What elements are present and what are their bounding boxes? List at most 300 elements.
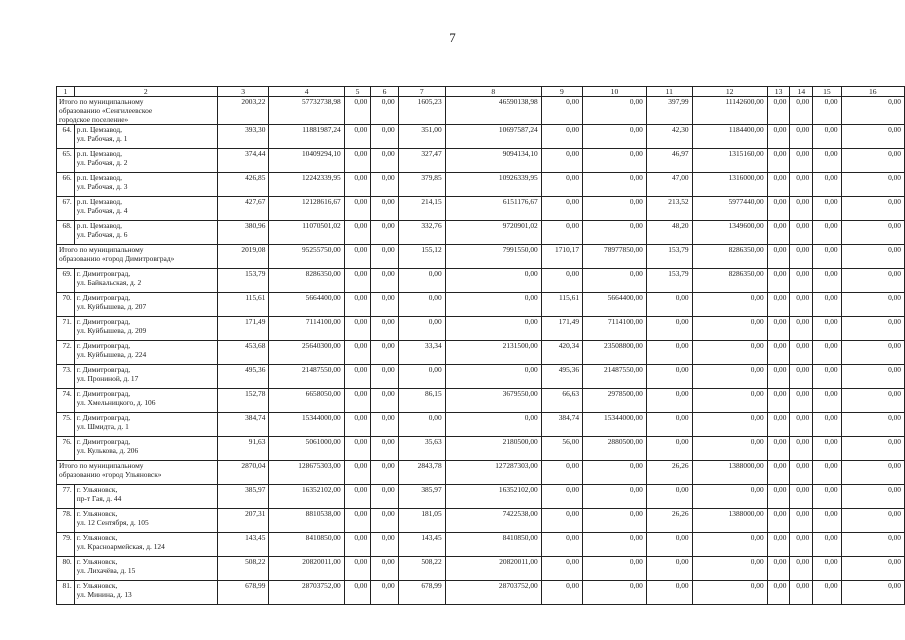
- value-cell: 0,00: [371, 413, 398, 437]
- value-cell: 0,00: [790, 269, 813, 293]
- value-cell: 0,00: [583, 581, 647, 605]
- value-cell: 0,00: [790, 197, 813, 221]
- value-cell: 152,78: [217, 389, 269, 413]
- value-cell: 0,00: [646, 317, 692, 341]
- value-cell: 181,05: [398, 509, 445, 533]
- value-cell: 16352102,00: [269, 485, 344, 509]
- value-cell: 0,00: [813, 97, 841, 125]
- value-cell: 2019,08: [217, 245, 269, 269]
- address-line: ул. Хмельницкого, д. 106: [76, 398, 156, 407]
- value-cell: 143,45: [217, 533, 269, 557]
- value-cell: 0,00: [445, 293, 541, 317]
- value-cell: 0,00: [371, 485, 398, 509]
- value-cell: 0,00: [790, 173, 813, 197]
- value-cell: 6658050,00: [269, 389, 344, 413]
- building-address: [74, 197, 217, 221]
- address-line: ул. Рабочая, д. 1: [76, 134, 128, 143]
- value-cell: 33,34: [398, 341, 445, 365]
- value-cell: 12242339,95: [269, 173, 344, 197]
- building-address: [74, 293, 217, 317]
- value-cell: 0,00: [767, 221, 790, 245]
- value-cell: 0,00: [583, 533, 647, 557]
- value-cell: 0,00: [813, 341, 841, 365]
- value-cell: 1315160,00: [692, 149, 767, 173]
- value-cell: 8810538,00: [269, 509, 344, 533]
- address-line: р.п. Цемзавод,: [76, 149, 122, 158]
- label-line: городское поселение»: [59, 115, 129, 124]
- value-cell: 0,00: [813, 149, 841, 173]
- value-cell: 153,79: [646, 269, 692, 293]
- row-index: 72.: [57, 341, 75, 365]
- value-cell: 128675303,00: [269, 461, 344, 485]
- value-cell: 0,00: [583, 485, 647, 509]
- value-cell: 0,00: [344, 125, 371, 149]
- value-cell: 0,00: [790, 293, 813, 317]
- table-row: [57, 533, 905, 557]
- column-number-cell: 13: [767, 87, 790, 97]
- value-cell: 155,12: [398, 245, 445, 269]
- value-cell: 15344000,00: [583, 413, 647, 437]
- value-cell: 0,00: [813, 245, 841, 269]
- table-row: [57, 341, 905, 365]
- value-cell: 0,00: [371, 581, 398, 605]
- value-cell: 0,00: [583, 221, 647, 245]
- row-index: 64.: [57, 125, 75, 149]
- row-index: 65.: [57, 149, 75, 173]
- column-number-cell: 10: [583, 87, 647, 97]
- label-line: Итого по муниципальному: [59, 97, 144, 106]
- table-row: [57, 509, 905, 533]
- address-line: г. Ульяновск,: [76, 581, 118, 590]
- value-cell: 0,00: [813, 509, 841, 533]
- row-index: 78.: [57, 509, 75, 533]
- value-cell: 0,00: [767, 149, 790, 173]
- value-cell: 0,00: [371, 533, 398, 557]
- row-index: 75.: [57, 413, 75, 437]
- value-cell: 2131500,00: [445, 341, 541, 365]
- value-cell: 0,00: [841, 173, 904, 197]
- value-cell: 66,63: [541, 389, 582, 413]
- value-cell: 46,97: [646, 149, 692, 173]
- value-cell: 0,00: [646, 437, 692, 461]
- value-cell: 0,00: [646, 365, 692, 389]
- value-cell: 0,00: [767, 509, 790, 533]
- value-cell: 0,00: [344, 173, 371, 197]
- value-cell: 0,00: [692, 533, 767, 557]
- label-line: образованию «Сенгилеевское: [59, 106, 153, 115]
- value-cell: 0,00: [790, 581, 813, 605]
- value-cell: 0,00: [813, 269, 841, 293]
- value-cell: 12128616,67: [269, 197, 344, 221]
- value-cell: 0,00: [646, 533, 692, 557]
- value-cell: 0,00: [813, 389, 841, 413]
- value-cell: 0,00: [344, 509, 371, 533]
- value-cell: 0,00: [344, 365, 371, 389]
- address-line: г. Ульяновск,: [76, 557, 118, 566]
- value-cell: 0,00: [541, 461, 582, 485]
- municipality-total-label: [57, 245, 218, 269]
- row-index: 69.: [57, 269, 75, 293]
- column-number-cell: 15: [813, 87, 841, 97]
- address-line: ул. Куйбышева, д. 224: [76, 350, 147, 359]
- value-cell: 0,00: [813, 413, 841, 437]
- value-cell: 0,00: [371, 293, 398, 317]
- value-cell: 0,00: [371, 173, 398, 197]
- value-cell: 0,00: [767, 293, 790, 317]
- value-cell: 0,00: [813, 197, 841, 221]
- value-cell: 1710,17: [541, 245, 582, 269]
- value-cell: 35,63: [398, 437, 445, 461]
- value-cell: 15344000,00: [269, 413, 344, 437]
- address-line: ул. Лихачёва, д. 15: [76, 566, 136, 575]
- value-cell: 0,00: [583, 125, 647, 149]
- value-cell: 25640300,00: [269, 341, 344, 365]
- value-cell: 0,00: [344, 221, 371, 245]
- value-cell: 508,22: [398, 557, 445, 581]
- building-address: [74, 365, 217, 389]
- building-address: [74, 389, 217, 413]
- value-cell: 0,00: [813, 461, 841, 485]
- value-cell: 0,00: [841, 269, 904, 293]
- value-cell: 0,00: [344, 557, 371, 581]
- value-cell: 8286350,00: [692, 245, 767, 269]
- row-index: 76.: [57, 437, 75, 461]
- value-cell: 0,00: [790, 149, 813, 173]
- value-cell: 1388000,00: [692, 509, 767, 533]
- column-number-cell: 6: [371, 87, 398, 97]
- value-cell: 351,00: [398, 125, 445, 149]
- value-cell: 0,00: [813, 221, 841, 245]
- value-cell: 0,00: [841, 293, 904, 317]
- value-cell: 91,63: [217, 437, 269, 461]
- value-cell: 678,99: [217, 581, 269, 605]
- value-cell: 6151176,67: [445, 197, 541, 221]
- row-index: 73.: [57, 365, 75, 389]
- value-cell: 5061000,00: [269, 437, 344, 461]
- table-row: [57, 365, 905, 389]
- address-line: г. Ульяновск,: [76, 485, 118, 494]
- value-cell: 0,00: [344, 533, 371, 557]
- table-row: [57, 485, 905, 509]
- value-cell: 0,00: [344, 245, 371, 269]
- address-line: р.п. Цемзавод,: [76, 197, 122, 206]
- value-cell: 453,68: [217, 341, 269, 365]
- value-cell: 0,00: [344, 97, 371, 125]
- value-cell: 508,22: [217, 557, 269, 581]
- value-cell: 0,00: [344, 341, 371, 365]
- value-cell: 0,00: [371, 317, 398, 341]
- value-cell: 0,00: [692, 389, 767, 413]
- value-cell: 0,00: [767, 341, 790, 365]
- value-cell: 495,36: [541, 365, 582, 389]
- value-cell: 0,00: [541, 125, 582, 149]
- value-cell: 0,00: [813, 317, 841, 341]
- address-line: г. Димитровград,: [76, 341, 131, 350]
- value-cell: 46590138,98: [445, 97, 541, 125]
- value-cell: 143,45: [398, 533, 445, 557]
- table-row: [57, 413, 905, 437]
- address-line: ул. Рабочая, д. 4: [76, 206, 128, 215]
- value-cell: 0,00: [841, 97, 904, 125]
- value-cell: 0,00: [790, 533, 813, 557]
- value-cell: 0,00: [692, 485, 767, 509]
- value-cell: 384,74: [541, 413, 582, 437]
- value-cell: 0,00: [813, 557, 841, 581]
- address-line: г. Димитровград,: [76, 437, 131, 446]
- value-cell: 8286350,00: [692, 269, 767, 293]
- value-cell: 1349600,00: [692, 221, 767, 245]
- column-number-cell: 16: [841, 87, 904, 97]
- value-cell: 23508800,00: [583, 341, 647, 365]
- row-index: 77.: [57, 485, 75, 509]
- value-cell: 9094134,10: [445, 149, 541, 173]
- value-cell: 42,30: [646, 125, 692, 149]
- column-number-cell: 7: [398, 87, 445, 97]
- value-cell: 0,00: [767, 197, 790, 221]
- value-cell: 0,00: [767, 269, 790, 293]
- value-cell: 1605,23: [398, 97, 445, 125]
- value-cell: 420,34: [541, 341, 582, 365]
- value-cell: 0,00: [583, 173, 647, 197]
- address-line: ул. Прониной, д. 17: [76, 374, 139, 383]
- address-line: г. Димитровград,: [76, 317, 131, 326]
- value-cell: 1184400,00: [692, 125, 767, 149]
- value-cell: 0,00: [344, 437, 371, 461]
- value-cell: 0,00: [371, 365, 398, 389]
- value-cell: 0,00: [841, 341, 904, 365]
- label-line: Итого по муниципальному: [59, 461, 144, 470]
- address-line: г. Ульяновск,: [76, 509, 118, 518]
- value-cell: 7114100,00: [269, 317, 344, 341]
- value-cell: 0,00: [371, 97, 398, 125]
- value-cell: 0,00: [371, 269, 398, 293]
- value-cell: 0,00: [813, 125, 841, 149]
- value-cell: 0,00: [445, 317, 541, 341]
- value-cell: 384,74: [217, 413, 269, 437]
- value-cell: 0,00: [841, 317, 904, 341]
- value-cell: 0,00: [767, 365, 790, 389]
- value-cell: 28703752,00: [445, 581, 541, 605]
- column-number-cell: 4: [269, 87, 344, 97]
- building-address: [74, 413, 217, 437]
- table-row: [57, 317, 905, 341]
- value-cell: 678,99: [398, 581, 445, 605]
- value-cell: 0,00: [790, 461, 813, 485]
- address-line: ул. Шмидта, д. 1: [76, 422, 129, 431]
- value-cell: 213,52: [646, 197, 692, 221]
- value-cell: 0,00: [583, 461, 647, 485]
- value-cell: 0,00: [692, 317, 767, 341]
- value-cell: 0,00: [813, 533, 841, 557]
- address-line: ул. Куйбышева, д. 209: [76, 326, 147, 335]
- address-line: ул. Байкальская, д. 2: [76, 278, 142, 287]
- value-cell: 0,00: [767, 413, 790, 437]
- value-cell: 0,00: [767, 485, 790, 509]
- value-cell: 115,61: [217, 293, 269, 317]
- building-address: [74, 221, 217, 245]
- value-cell: 0,00: [813, 485, 841, 509]
- value-cell: 0,00: [841, 533, 904, 557]
- value-cell: 0,00: [646, 413, 692, 437]
- value-cell: 5664400,00: [583, 293, 647, 317]
- value-cell: 0,00: [692, 581, 767, 605]
- table-row: [57, 437, 905, 461]
- value-cell: 0,00: [344, 149, 371, 173]
- value-cell: 0,00: [371, 509, 398, 533]
- building-address: [74, 269, 217, 293]
- value-cell: 207,31: [217, 509, 269, 533]
- value-cell: 0,00: [646, 581, 692, 605]
- value-cell: 0,00: [583, 149, 647, 173]
- value-cell: 0,00: [813, 173, 841, 197]
- value-cell: 495,36: [217, 365, 269, 389]
- value-cell: 327,47: [398, 149, 445, 173]
- value-cell: 0,00: [371, 461, 398, 485]
- address-line: ул. Рабочая, д. 3: [76, 182, 128, 191]
- address-line: ул. Минина, д. 13: [76, 590, 132, 599]
- value-cell: 0,00: [767, 461, 790, 485]
- value-cell: 16352102,00: [445, 485, 541, 509]
- value-cell: 1388000,00: [692, 461, 767, 485]
- table-row: [57, 173, 905, 197]
- building-address: [74, 485, 217, 509]
- value-cell: 0,00: [371, 149, 398, 173]
- value-cell: 0,00: [767, 389, 790, 413]
- value-cell: 0,00: [841, 389, 904, 413]
- value-cell: 21487550,00: [269, 365, 344, 389]
- value-cell: 393,30: [217, 125, 269, 149]
- row-index: 79.: [57, 533, 75, 557]
- address-line: ул. Кулькова, д. 206: [76, 446, 139, 455]
- building-address: [74, 437, 217, 461]
- value-cell: 8410850,00: [269, 533, 344, 557]
- table-row: [57, 125, 905, 149]
- address-line: г. Димитровград,: [76, 389, 131, 398]
- value-cell: 0,00: [790, 365, 813, 389]
- value-cell: 2003,22: [217, 97, 269, 125]
- value-cell: 374,44: [217, 149, 269, 173]
- row-index: 68.: [57, 221, 75, 245]
- value-cell: 0,00: [841, 365, 904, 389]
- value-cell: 5664400,00: [269, 293, 344, 317]
- column-number-cell: 12: [692, 87, 767, 97]
- column-number-cell: 14: [790, 87, 813, 97]
- value-cell: 0,00: [841, 197, 904, 221]
- table-row: [57, 197, 905, 221]
- value-cell: 0,00: [541, 269, 582, 293]
- value-cell: 426,85: [217, 173, 269, 197]
- value-cell: 57732738,98: [269, 97, 344, 125]
- value-cell: 7114100,00: [583, 317, 647, 341]
- value-cell: 0,00: [344, 413, 371, 437]
- page-number: 7: [449, 30, 456, 45]
- column-number-cell: 11: [646, 87, 692, 97]
- value-cell: 385,97: [217, 485, 269, 509]
- value-cell: 0,00: [371, 341, 398, 365]
- value-cell: 0,00: [583, 557, 647, 581]
- value-cell: 0,00: [541, 581, 582, 605]
- value-cell: 0,00: [541, 485, 582, 509]
- value-cell: 0,00: [813, 581, 841, 605]
- address-line: ул. Куйбышева, д. 207: [76, 302, 147, 311]
- value-cell: 0,00: [541, 221, 582, 245]
- value-cell: 0,00: [646, 557, 692, 581]
- column-number-cell: 5: [344, 87, 371, 97]
- value-cell: 7991550,00: [445, 245, 541, 269]
- value-cell: 0,00: [767, 437, 790, 461]
- value-cell: 0,00: [692, 437, 767, 461]
- address-line: ул. 12 Сентября, д. 105: [76, 518, 149, 527]
- value-cell: 0,00: [790, 437, 813, 461]
- value-cell: 2870,04: [217, 461, 269, 485]
- value-cell: 0,00: [692, 341, 767, 365]
- value-cell: 0,00: [646, 341, 692, 365]
- value-cell: 11142600,00: [692, 97, 767, 125]
- value-cell: 10409294,10: [269, 149, 344, 173]
- row-index: 71.: [57, 317, 75, 341]
- municipality-total-label: [57, 461, 218, 485]
- value-cell: 0,00: [371, 245, 398, 269]
- value-cell: 0,00: [371, 221, 398, 245]
- address-line: р.п. Цемзавод,: [76, 173, 122, 182]
- value-cell: 0,00: [541, 149, 582, 173]
- value-cell: 26,26: [646, 509, 692, 533]
- table-row: [57, 389, 905, 413]
- table-row: [57, 269, 905, 293]
- total-row: [57, 245, 905, 269]
- address-line: г. Димитровград,: [76, 413, 131, 422]
- value-cell: 95255750,00: [269, 245, 344, 269]
- value-cell: 0,00: [445, 365, 541, 389]
- table-row: [57, 149, 905, 173]
- value-cell: 0,00: [767, 97, 790, 125]
- value-cell: 7422538,00: [445, 509, 541, 533]
- table-row: [57, 581, 905, 605]
- value-cell: 56,00: [541, 437, 582, 461]
- value-cell: 0,00: [841, 245, 904, 269]
- value-cell: 0,00: [344, 389, 371, 413]
- value-cell: 0,00: [841, 149, 904, 173]
- value-cell: 0,00: [841, 437, 904, 461]
- value-cell: 0,00: [841, 221, 904, 245]
- building-address: [74, 509, 217, 533]
- value-cell: 0,00: [371, 557, 398, 581]
- row-index: 74.: [57, 389, 75, 413]
- value-cell: 379,85: [398, 173, 445, 197]
- address-line: пр-т Гая, д. 44: [76, 494, 122, 503]
- total-row: [57, 461, 905, 485]
- value-cell: 0,00: [790, 389, 813, 413]
- building-address: [74, 125, 217, 149]
- row-index: 66.: [57, 173, 75, 197]
- value-cell: 47,00: [646, 173, 692, 197]
- value-cell: 0,00: [790, 557, 813, 581]
- value-cell: 214,15: [398, 197, 445, 221]
- value-cell: 0,00: [646, 389, 692, 413]
- value-cell: 8410850,00: [445, 533, 541, 557]
- address-line: р.п. Цемзавод,: [76, 125, 122, 134]
- address-line: г. Ульяновск,: [76, 533, 118, 542]
- total-row: [57, 97, 905, 125]
- row-index: 70.: [57, 293, 75, 317]
- value-cell: 0,00: [541, 97, 582, 125]
- value-cell: 0,00: [790, 125, 813, 149]
- value-cell: 0,00: [767, 557, 790, 581]
- value-cell: 11070501,02: [269, 221, 344, 245]
- value-cell: 1316000,00: [692, 173, 767, 197]
- value-cell: 11881987,24: [269, 125, 344, 149]
- value-cell: 0,00: [445, 413, 541, 437]
